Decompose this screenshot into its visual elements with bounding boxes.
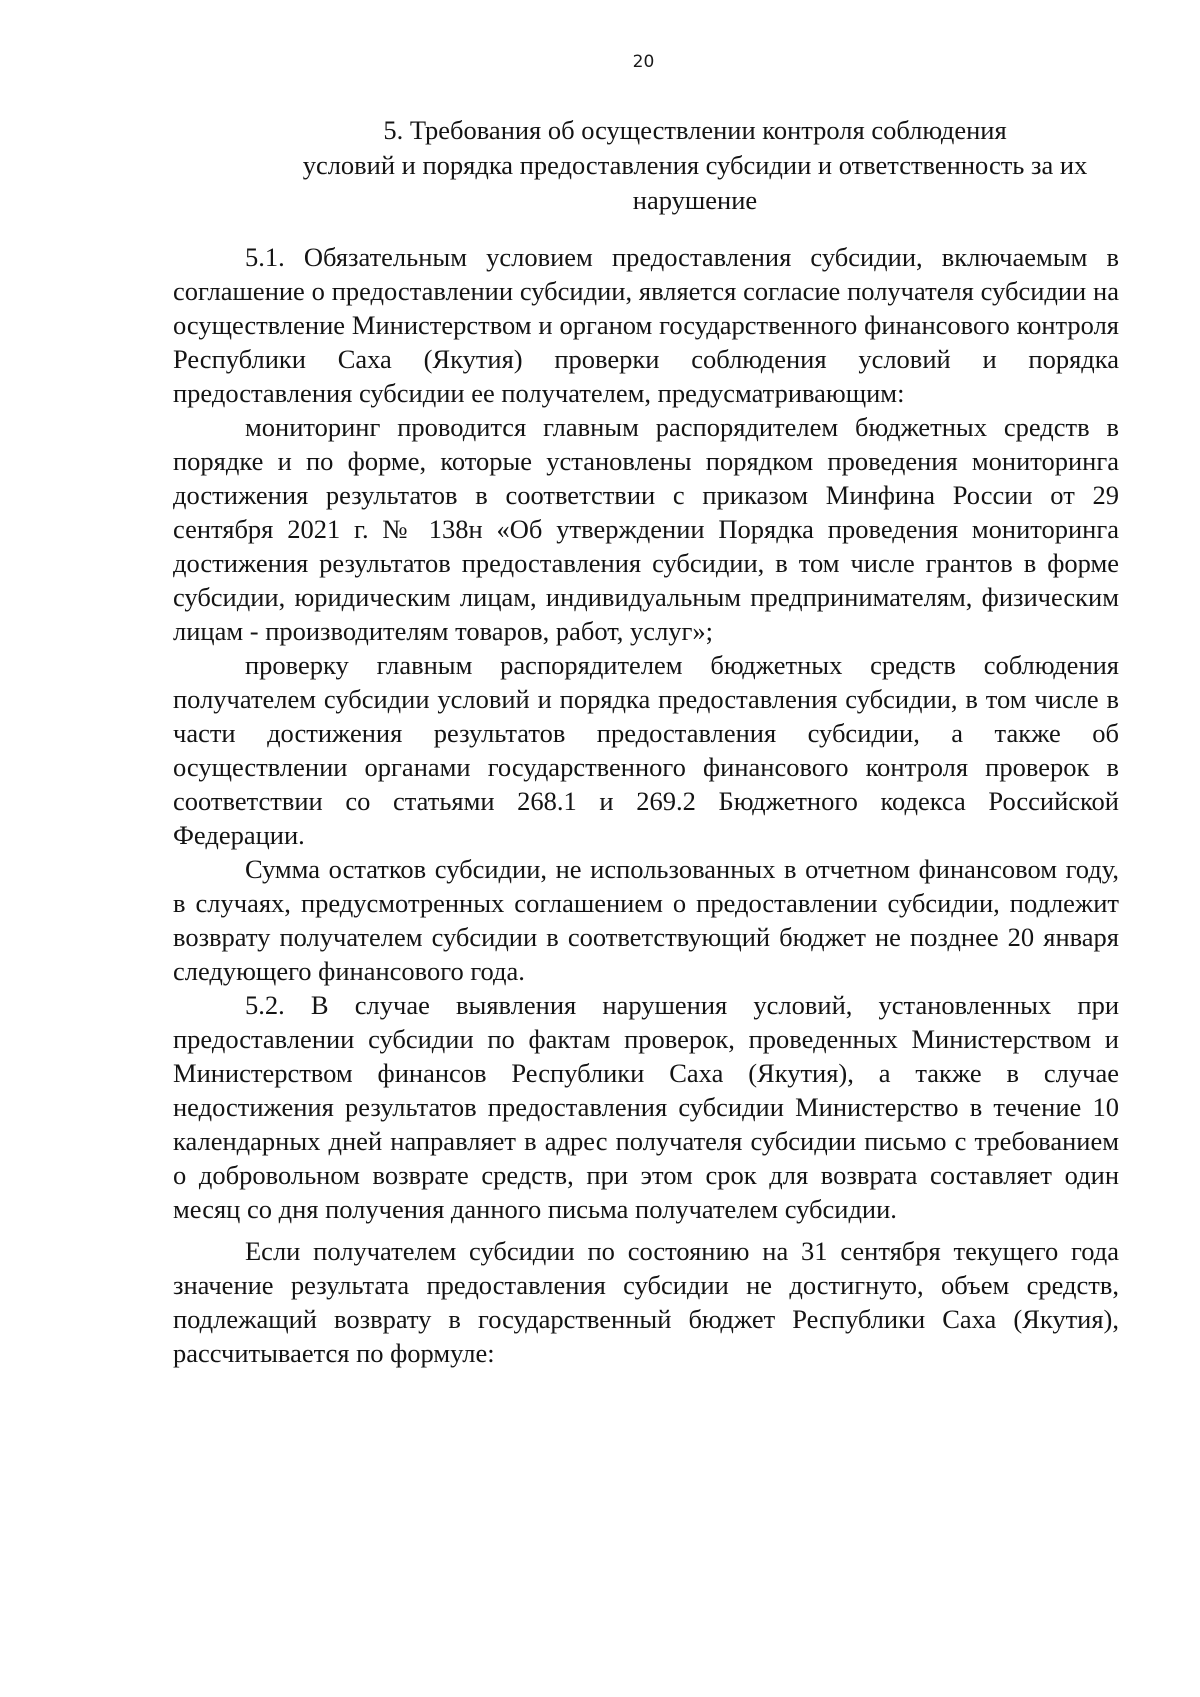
document-body [173,240,1119,1370]
paragraph-verification: проверку главным распорядителем бюджетных средств соблюдения получателем субсидии условий и порядка предоставления субсидии, в том числе в части достижения результатов предоставления субсидии, а также об осуществлении органами государственного финансового контроля проверок в соответствии со статьями 268.1 и 269.2 Бюджетного кодекса Российской Федерации. [173,650,1119,850]
paragraph-formula-intro: Если получателем субсидии по состоянию на 31 сентября текущего года значение результата предоставления субсидии не достигнуто, объем средств, подлежащий возврату в государственный бюджет Республики Саха (Якутия), рассчитывается по формуле: [173,1236,1119,1368]
section-heading-line-3: нарушение [632,185,758,215]
paragraph-5-2: 5.2. В случае выявления нарушения условий, установленных при предоставлении субсидии по фактам проверок, проведенных Министерством и Министерством финансов Республики Саха (Якутия), а также в случае недостижения результатов предоставления субсидии Министерство в течение 10 календарных дней направляет в адрес получателя субсидии письмо с требованием о добровольном возврате средств, при этом срок для возврата составляет один месяц со дня получения данного письма получателем субсидии. [173,990,1119,1224]
paragraph-5-1: 5.1. Обязательным условием предоставления субсидии, включаемым в соглашение о предоставлении субсидии, является согласие получателя субсидии на осуществление Министерством и органом государственного финансового контроля Республики Саха (Якутия) проверки соблюдения условий и порядка предоставления субсидии ее получателем, предусматривающим: [173,242,1119,408]
paragraph-monitoring: мониторинг проводится главным распорядителем бюджетных средств в порядке и по форме, которые установлены порядком проведения мониторинга достижения результатов в соответствии с приказом Минфина России от 29 сентября 2021 г. № 138н «Об утверждении Порядка проведения мониторинга достижения результатов предоставления субсидии, в том числе грантов в форме субсидии, юридическим лицам, индивидуальным предпринимателям, физическим лицам - производителям товаров, работ, услуг»; [173,412,1119,646]
page-number: 20 [632,52,655,72]
section-heading-line-2: условий и порядка предоставления субсидии и ответственность за их [302,150,1088,180]
section-heading-line-1: 5. Требования об осуществлении контроля соблюдения [383,115,1007,145]
paragraph-remaining-balance: Сумма остатков субсидии, не использованных в отчетном финансовом году, в случаях, предусмотренных соглашением о предоставлении субсидии, подлежит возврату получателем субсидии в соответствующий бюджет не позднее 20 января следующего финансового года. [173,854,1119,986]
section-heading [200,113,1190,218]
